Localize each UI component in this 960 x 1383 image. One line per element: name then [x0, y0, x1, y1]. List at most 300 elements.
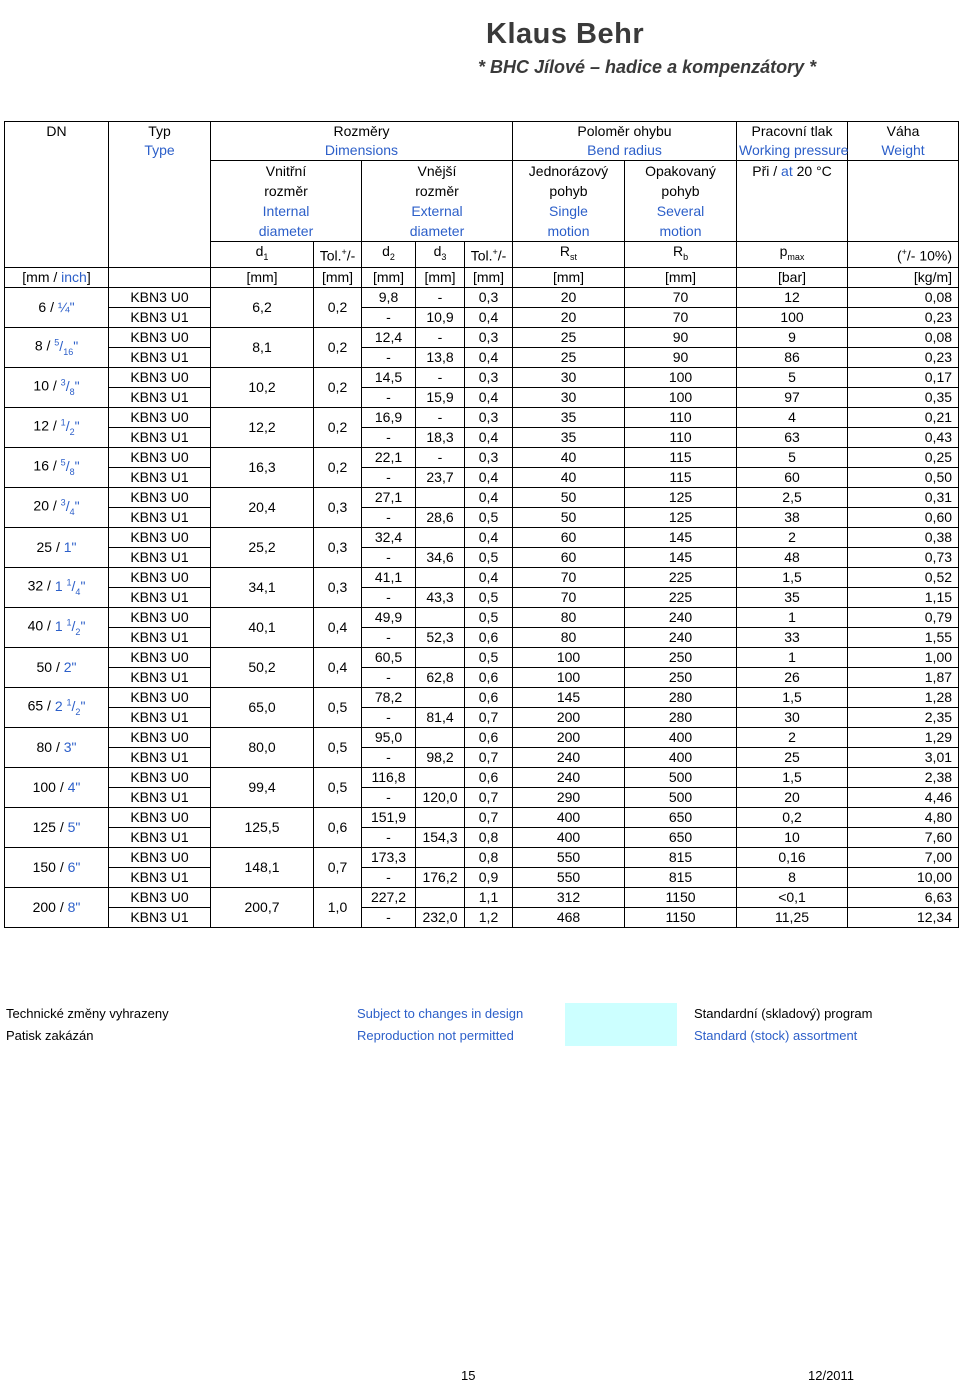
pmax-cell: 25 [737, 747, 848, 767]
tol2-cell: 0,5 [465, 547, 513, 567]
rst-cell: 60 [513, 547, 625, 567]
d2-cell: - [362, 547, 416, 567]
dn-value: 10 [33, 377, 49, 394]
dn-value: 50 [36, 658, 53, 675]
d2-cell: 27,1 [362, 487, 416, 507]
rst-cell: 35 [513, 407, 625, 427]
d1-cell: 6,2 [211, 287, 314, 327]
table-row [5, 847, 959, 867]
d3-cell: 34,6 [416, 547, 465, 567]
page-date: 12/2011 [808, 1368, 855, 1383]
weight-cell: 0,43 [848, 427, 959, 447]
type-cell: KBN3 U0 [109, 887, 211, 907]
dn-inch: $^3/_8$" [60, 377, 80, 397]
type-cell: KBN3 U0 [109, 567, 211, 587]
rb-cell: 125 [625, 507, 737, 527]
dn-inch: 1" [63, 538, 77, 555]
brand-logo [478, 18, 898, 78]
rst-cell: 100 [513, 667, 625, 687]
d1-cell: 8,1 [211, 327, 314, 367]
rst-cell: 312 [513, 887, 625, 907]
brand-name: Klaus Behr [486, 18, 645, 50]
d1-cell: 20,4 [211, 487, 314, 527]
tol1-cell: 0,3 [314, 567, 362, 607]
dn-cell: 65 / 2 $^1/_2$" [5, 687, 109, 727]
tol2-cell: 0,4 [465, 487, 513, 507]
d2-cell: 116,8 [362, 767, 416, 787]
d1-cell: 40,1 [211, 607, 314, 647]
dn-cell: 80 / 3" [5, 727, 109, 767]
type-cell: KBN3 U1 [109, 307, 211, 327]
dn-inch: 2 $^1/_2$" [54, 697, 86, 717]
type-cell: KBN3 U0 [109, 807, 211, 827]
tol1-cell: 0,2 [314, 327, 362, 367]
weight-cell: 1,28 [848, 687, 959, 707]
table-row [5, 347, 959, 367]
type-cell: KBN3 U0 [109, 527, 211, 547]
pmax-cell: 2,5 [737, 487, 848, 507]
d2-cell: - [362, 907, 416, 927]
weight-cell: 0,31 [848, 487, 959, 507]
tol2-cell: 0,6 [465, 667, 513, 687]
d1-cell: 34,1 [211, 567, 314, 607]
d2-cell: 32,4 [362, 527, 416, 547]
rst-cell: 30 [513, 367, 625, 387]
table-row [5, 647, 959, 667]
d3-cell: 28,6 [416, 507, 465, 527]
type-cell: KBN3 U0 [109, 327, 211, 347]
rb-cell: 250 [625, 647, 737, 667]
d1-cell: 148,1 [211, 847, 314, 887]
d2-cell: - [362, 707, 416, 727]
type-cell: KBN3 U0 [109, 487, 211, 507]
unit-d2: [mm] [362, 267, 416, 287]
sym-pmax: $p_{max}$ [737, 242, 848, 268]
type-cell: KBN3 U1 [109, 907, 211, 927]
d3-cell: - [416, 327, 465, 347]
weight-cell: 0,52 [848, 567, 959, 587]
rst-cell: 80 [513, 607, 625, 627]
d1-cell: 125,5 [211, 807, 314, 847]
unit-pmax: [bar] [737, 267, 848, 287]
weight-cell: 0,23 [848, 347, 959, 367]
rst-cell: 240 [513, 767, 625, 787]
d3-cell [416, 727, 465, 747]
weight-cell: 0,25 [848, 447, 959, 467]
table-body [5, 287, 959, 927]
d3-cell [416, 847, 465, 867]
type-cell: KBN3 U0 [109, 407, 211, 427]
weight-cell: 1,15 [848, 587, 959, 607]
d2-cell: 227,2 [362, 887, 416, 907]
d3-cell: 232,0 [416, 907, 465, 927]
tol2-cell: 0,6 [465, 727, 513, 747]
weight-cell: 10,00 [848, 867, 959, 887]
d2-cell: 22,1 [362, 447, 416, 467]
pmax-cell: 30 [737, 707, 848, 727]
dn-inch: ¼" [57, 298, 75, 315]
rb-cell: 100 [625, 387, 737, 407]
pmax-cell: 5 [737, 447, 848, 467]
d3-cell: 52,3 [416, 627, 465, 647]
d3-cell [416, 767, 465, 787]
dn-cell: 150 / 6" [5, 847, 109, 887]
tol2-cell: 0,8 [465, 847, 513, 867]
table-row [5, 307, 959, 327]
rb-cell: 240 [625, 627, 737, 647]
tol2-cell: 0,4 [465, 567, 513, 587]
d2-cell: - [362, 347, 416, 367]
pressure-header-en: Working pressure [737, 141, 848, 161]
type-cell: KBN3 U0 [109, 687, 211, 707]
pmax-cell: 5 [737, 367, 848, 387]
tol2-cell: 1,2 [465, 907, 513, 927]
tol2-cell: 0,6 [465, 627, 513, 647]
d2-cell: - [362, 667, 416, 687]
weight-cell: 3,01 [848, 747, 959, 767]
tol1-cell: 0,4 [314, 647, 362, 687]
type-cell: KBN3 U1 [109, 867, 211, 887]
rst-cell: 60 [513, 527, 625, 547]
tol2-cell: 0,7 [465, 787, 513, 807]
table-row [5, 607, 959, 627]
dn-cell: 40 / 1 $^1/_2$" [5, 607, 109, 647]
pmax-cell: 86 [737, 347, 848, 367]
type-cell: KBN3 U1 [109, 507, 211, 527]
rb-cell: 145 [625, 527, 737, 547]
rb-cell: 280 [625, 687, 737, 707]
tol2-cell: 0,4 [465, 307, 513, 327]
rb-cell: 115 [625, 467, 737, 487]
d1-cell: 10,2 [211, 367, 314, 407]
dn-cell: 100 / 4" [5, 767, 109, 807]
d2-cell: - [362, 467, 416, 487]
rb-cell: 815 [625, 847, 737, 867]
pmax-cell: 1,5 [737, 767, 848, 787]
rb-cell: 145 [625, 547, 737, 567]
tol2-cell: 0,3 [465, 287, 513, 307]
internal-diameter-header: Vnitřní rozměr Internal diameter [211, 161, 362, 242]
d3-cell [416, 887, 465, 907]
table-row [5, 887, 959, 907]
rst-cell: 145 [513, 687, 625, 707]
tol2-cell: 0,5 [465, 587, 513, 607]
table-row [5, 667, 959, 687]
d2-cell: 12,4 [362, 327, 416, 347]
pmax-cell: <0,1 [737, 887, 848, 907]
sym-d3: $d_3$ [416, 242, 465, 268]
rb-cell: 815 [625, 867, 737, 887]
pmax-cell: 60 [737, 467, 848, 487]
d3-cell: 10,9 [416, 307, 465, 327]
d3-cell [416, 607, 465, 627]
type-cell: KBN3 U0 [109, 607, 211, 627]
d1-cell: 50,2 [211, 647, 314, 687]
d1-cell: 16,3 [211, 447, 314, 487]
rst-cell: 40 [513, 447, 625, 467]
tol2-cell: 0,5 [465, 647, 513, 667]
weight-cell: 7,60 [848, 827, 959, 847]
header-row-2 [5, 141, 959, 161]
tol2-cell: 0,5 [465, 507, 513, 527]
weight-cell: 0,50 [848, 467, 959, 487]
rb-cell: 500 [625, 787, 737, 807]
tol2-cell: 1,1 [465, 887, 513, 907]
d3-cell: 176,2 [416, 867, 465, 887]
weight-cell: 0,38 [848, 527, 959, 547]
d3-cell [416, 647, 465, 667]
d2-cell: - [362, 507, 416, 527]
tol2-cell: 0,3 [465, 367, 513, 387]
table-row [5, 567, 959, 587]
d1-cell: 80,0 [211, 727, 314, 767]
d1-cell: 25,2 [211, 527, 314, 567]
dn-value: 8 [34, 337, 43, 354]
pmax-cell: 26 [737, 667, 848, 687]
table-row [5, 527, 959, 547]
external-diameter-header: Vnější rozměr External diameter [362, 161, 513, 242]
dn-cell: 125 / 5" [5, 807, 109, 847]
rst-cell: 200 [513, 727, 625, 747]
dn-value: 200 [32, 898, 56, 915]
rst-cell: 400 [513, 827, 625, 847]
weight-cell: 1,55 [848, 627, 959, 647]
rb-cell: 110 [625, 427, 737, 447]
d3-cell: 120,0 [416, 787, 465, 807]
type-cell: KBN3 U0 [109, 647, 211, 667]
tol2-cell: 0,7 [465, 807, 513, 827]
dn-inch: 1 $^1/_4$" [54, 577, 86, 597]
rst-cell: 25 [513, 327, 625, 347]
type-cell: KBN3 U0 [109, 447, 211, 467]
d3-cell: 15,9 [416, 387, 465, 407]
weight-cell: 0,23 [848, 307, 959, 327]
type-cell: KBN3 U1 [109, 347, 211, 367]
dn-value: 80 [36, 738, 53, 755]
tol2-cell: 0,4 [465, 387, 513, 407]
rst-cell: 20 [513, 287, 625, 307]
weight-cell: 4,46 [848, 787, 959, 807]
brand-subtitle: * BHC Jílové – hadice a kompenzátory * [478, 57, 817, 77]
pmax-cell: 48 [737, 547, 848, 567]
type-cell: KBN3 U1 [109, 467, 211, 487]
table-row [5, 367, 959, 387]
unit-dn: [mm / inch] [5, 267, 109, 287]
dn-cell: $8 / ^5/_{16}$" [5, 327, 109, 367]
tol2-cell: 0,8 [465, 827, 513, 847]
dn-cell: 32 / 1 $^1/_4$" [5, 567, 109, 607]
table-row [5, 447, 959, 467]
d2-cell: 9,8 [362, 287, 416, 307]
temperature-header: Při / at 20 °C [737, 161, 848, 242]
table-row [5, 807, 959, 827]
table-row [5, 467, 959, 487]
dn-inch: $^3/_4$" [60, 497, 80, 517]
pmax-cell: 2 [737, 527, 848, 547]
tol2-cell: 0,5 [465, 607, 513, 627]
table-row [5, 827, 959, 847]
sym-d2: $d_2$ [362, 242, 416, 268]
d3-cell: - [416, 447, 465, 467]
weight-cell: 0,21 [848, 407, 959, 427]
bend-radius-header-cz: Poloměr ohybu [513, 122, 737, 142]
weight-cell: 7,00 [848, 847, 959, 867]
pmax-cell: 20 [737, 787, 848, 807]
d2-cell: 16,9 [362, 407, 416, 427]
single-motion-header: Jednorázový pohyb Single motion [513, 161, 625, 242]
d3-cell [416, 687, 465, 707]
dn-inch: 4" [67, 778, 81, 795]
dn-header: DN [5, 122, 109, 242]
d3-cell: 154,3 [416, 827, 465, 847]
pmax-cell: 1,5 [737, 567, 848, 587]
d2-cell: 95,0 [362, 727, 416, 747]
weight-cell: 6,63 [848, 887, 959, 907]
table-row [5, 327, 959, 347]
tol2-cell: 0,4 [465, 467, 513, 487]
dimensions-header-cz: Rozměry [211, 122, 513, 142]
dn-inch: $^5/_8$" [60, 457, 80, 477]
rst-cell: 290 [513, 787, 625, 807]
pmax-cell: 100 [737, 307, 848, 327]
tol2-cell: 0,4 [465, 347, 513, 367]
table-row [5, 747, 959, 767]
dn-cell: $10 / ^3/_8$" [5, 367, 109, 407]
d3-cell: 43,3 [416, 587, 465, 607]
tol1-cell: 0,7 [314, 847, 362, 887]
weight-cell: 0,35 [848, 387, 959, 407]
pmax-cell: 11,25 [737, 907, 848, 927]
d2-cell: 14,5 [362, 367, 416, 387]
dimensions-header-en: Dimensions [211, 141, 513, 161]
rb-cell: 100 [625, 367, 737, 387]
rb-cell: 1150 [625, 887, 737, 907]
d3-cell: - [416, 287, 465, 307]
rb-cell: 240 [625, 607, 737, 627]
d2-cell: - [362, 747, 416, 767]
tol2-cell: 0,9 [465, 867, 513, 887]
rb-cell: 115 [625, 447, 737, 467]
weight-cell: 0,08 [848, 287, 959, 307]
rst-cell: 468 [513, 907, 625, 927]
pmax-cell: 8 [737, 867, 848, 887]
d3-cell: 62,8 [416, 667, 465, 687]
dn-cell: 200 / 8" [5, 887, 109, 927]
d1-cell: 99,4 [211, 767, 314, 807]
rst-cell: 80 [513, 627, 625, 647]
dn-cell: 6 / ¼" [5, 287, 109, 327]
pmax-cell: 38 [737, 507, 848, 527]
d3-cell [416, 487, 465, 507]
rb-cell: 1150 [625, 907, 737, 927]
d3-cell: 98,2 [416, 747, 465, 767]
pmax-cell: 2 [737, 727, 848, 747]
tol2-cell: 0,7 [465, 747, 513, 767]
rst-cell: 550 [513, 867, 625, 887]
table-row [5, 407, 959, 427]
dn-value: 32 [27, 577, 44, 594]
tol1-cell: 0,2 [314, 407, 362, 447]
tol1-cell: 0,6 [314, 807, 362, 847]
table-row [5, 547, 959, 567]
dn-value: 100 [32, 778, 56, 795]
rst-cell: 40 [513, 467, 625, 487]
header-symbols-row [5, 242, 959, 268]
sym-weight-tol: (+/- 10%) [848, 242, 959, 268]
d2-cell: - [362, 827, 416, 847]
rb-cell: 110 [625, 407, 737, 427]
dn-inch: 8" [67, 898, 81, 915]
tol2-cell: 0,4 [465, 527, 513, 547]
weight-cell: 12,34 [848, 907, 959, 927]
rst-cell: 240 [513, 747, 625, 767]
rb-cell: 400 [625, 747, 737, 767]
pmax-cell: 0,16 [737, 847, 848, 867]
d2-cell: - [362, 867, 416, 887]
unit-rb: [mm] [625, 267, 737, 287]
table-row [5, 907, 959, 927]
pmax-cell: 35 [737, 587, 848, 607]
rb-cell: 70 [625, 307, 737, 327]
sym-rb: $R_b$ [625, 242, 737, 268]
unit-d3: [mm] [416, 267, 465, 287]
rb-cell: 90 [625, 327, 737, 347]
d2-cell: 49,9 [362, 607, 416, 627]
unit-rst: [mm] [513, 267, 625, 287]
unit-weight: [kg/m] [848, 267, 959, 287]
sym-rst: $R_{st}$ [513, 242, 625, 268]
type-cell: KBN3 U1 [109, 387, 211, 407]
d3-cell: - [416, 407, 465, 427]
dn-value: 20 [33, 497, 49, 514]
rst-cell: 35 [513, 427, 625, 447]
dn-value: 40 [27, 617, 44, 634]
tol1-cell: 0,3 [314, 527, 362, 567]
d3-cell: 23,7 [416, 467, 465, 487]
tol1-cell: 0,3 [314, 487, 362, 527]
dn-cell: $20 / ^3/_4$" [5, 487, 109, 527]
rb-cell: 225 [625, 587, 737, 607]
weight-header-cz: Váha [848, 122, 959, 142]
unit-tol1: [mm] [314, 267, 362, 287]
table-row [5, 507, 959, 527]
type-cell: KBN3 U0 [109, 367, 211, 387]
several-motion-header: Opakovaný pohyb Several motion [625, 161, 737, 242]
d2-cell: 173,3 [362, 847, 416, 867]
table-row [5, 727, 959, 747]
weight-cell: 1,00 [848, 647, 959, 667]
d2-cell: 60,5 [362, 647, 416, 667]
d1-cell: 200,7 [211, 887, 314, 927]
rb-cell: 225 [625, 567, 737, 587]
tol1-cell: 0,4 [314, 607, 362, 647]
type-cell: KBN3 U1 [109, 747, 211, 767]
pmax-cell: 63 [737, 427, 848, 447]
dn-inch: 6" [67, 858, 81, 875]
dn-inch: 2" [63, 658, 77, 675]
standard-program-swatch [565, 1003, 677, 1046]
page-number: 15 [461, 1368, 476, 1383]
pressure-header-cz: Pracovní tlak [737, 122, 848, 142]
header-units-row [5, 267, 959, 287]
table-row [5, 387, 959, 407]
pmax-cell: 97 [737, 387, 848, 407]
rb-cell: 650 [625, 807, 737, 827]
tol1-cell: 0,5 [314, 727, 362, 767]
dn-inch: 1 $^1/_2$" [54, 617, 86, 637]
pmax-cell: 1,5 [737, 687, 848, 707]
type-cell: KBN3 U1 [109, 707, 211, 727]
